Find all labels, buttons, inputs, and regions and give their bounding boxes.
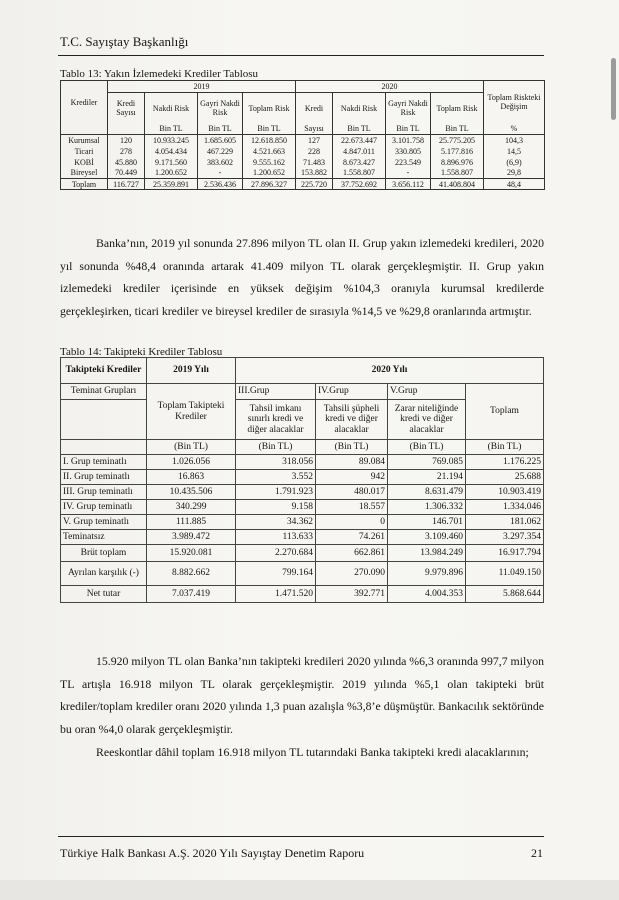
table-cell: 5.868.644 xyxy=(466,586,544,603)
table-row xyxy=(61,530,544,545)
table-cell: 9.171.560 xyxy=(145,157,198,168)
table-cell: 0 xyxy=(316,515,388,530)
unit-bintl: Bin TL xyxy=(145,124,198,135)
row-label: III. Grup teminatlı xyxy=(61,485,147,500)
paragraph-2 xyxy=(60,650,544,740)
th-2020-yili: 2020 Yılı xyxy=(236,358,544,384)
unit-pct: % xyxy=(484,124,545,135)
table-cell: 21.194 xyxy=(388,470,466,485)
table-cell: 89.084 xyxy=(316,455,388,470)
th-toplam: Toplam xyxy=(466,384,544,440)
row-label: Ayrılan karşılık (-) xyxy=(61,562,147,586)
table-cell: 228 xyxy=(296,146,333,157)
table-cell: 1.200.652 xyxy=(145,168,198,179)
table14-caption: Tablo 14: Takipteki Krediler Tablosu xyxy=(60,346,223,358)
table-cell: 1.685.605 xyxy=(198,135,243,146)
table-cell: 153.882 xyxy=(296,168,333,179)
table-yakin-izlemedeki-krediler xyxy=(60,80,545,190)
table-cell: 7.037.419 xyxy=(147,586,236,603)
table-cell: 27.896.327 xyxy=(243,179,296,190)
table-cell: 4.847.011 xyxy=(333,146,386,157)
table-cell: 16.917.794 xyxy=(466,545,544,562)
table-cell: 74.261 xyxy=(316,530,388,545)
table-cell: 113.633 xyxy=(236,530,316,545)
unit-bintl: Bin TL xyxy=(198,124,243,135)
table-cell: 146.701 xyxy=(388,515,466,530)
th-year-2020: 2020 xyxy=(296,81,484,93)
table-cell: - xyxy=(198,168,243,179)
th-teminat-gruplari: Teminat Grupları xyxy=(61,384,147,400)
th-toplam-risk-2020: Toplam Risk xyxy=(431,93,484,124)
unit-bintl: (Bin TL) xyxy=(236,440,316,455)
table-row xyxy=(61,515,544,530)
table-cell: 12.618.850 xyxy=(243,135,296,146)
paragraph-3 xyxy=(60,741,544,764)
paragraph-2-text: 15.920 milyon TL olan Banka’nın takipteki kredileri 2020 yılında %6,3 oranında 997,7 milyon TL artışla 16.918 milyon TL olarak gerçekleşmiştir. 2019 yılında %5,1 olan takipteki brüt krediler/toplam krediler oranı 2020 yılında 1,3 puan azalışla %3,8’e düşmüştür. Bankacılık sektöründe bu oran %4,0 olarak gerçekleşmiştir. xyxy=(60,654,544,736)
table-cell: 41.408.804 xyxy=(431,179,484,190)
table-cell: 71.483 xyxy=(296,157,333,168)
table-cell: 1.558.807 xyxy=(333,168,386,179)
table13-body xyxy=(61,135,545,190)
th-krediler: Krediler xyxy=(61,81,108,124)
table-row xyxy=(61,562,544,586)
table-row xyxy=(61,146,545,157)
table-cell: 1.176.225 xyxy=(466,455,544,470)
table-row xyxy=(61,179,545,190)
row-label: Teminatsız xyxy=(61,530,147,545)
table-row xyxy=(61,157,545,168)
th-nakdi-risk-2019: Nakdi Risk xyxy=(145,93,198,124)
table-cell: 3.297.354 xyxy=(466,530,544,545)
th-v-grup: V.Grup xyxy=(388,384,466,400)
page-number: 21 xyxy=(531,846,543,860)
row-label: Bireysel xyxy=(61,168,108,179)
row-label: Kurumsal xyxy=(61,135,108,146)
table-cell: 2.270.684 xyxy=(236,545,316,562)
table-cell: 1.334.046 xyxy=(466,500,544,515)
table-cell: 104,3 xyxy=(484,135,545,146)
row-label: IV. Grup teminatlı xyxy=(61,500,147,515)
unit-sayisi: Sayısı xyxy=(296,124,333,135)
table-cell: 120 xyxy=(108,135,145,146)
table-cell: 480.017 xyxy=(316,485,388,500)
table-cell: 8.882.662 xyxy=(147,562,236,586)
table-cell: 16.863 xyxy=(147,470,236,485)
table-cell: 4.521.663 xyxy=(243,146,296,157)
unit-bintl: Bin TL xyxy=(333,124,386,135)
row-label: II. Grup teminatlı xyxy=(61,470,147,485)
row-label: Ticari xyxy=(61,146,108,157)
table-cell: 330.805 xyxy=(386,146,431,157)
table-cell: - xyxy=(386,168,431,179)
table-cell: 3.109.460 xyxy=(388,530,466,545)
row-label: Brüt toplam xyxy=(61,545,147,562)
table-cell: 25.688 xyxy=(466,470,544,485)
bottom-edge xyxy=(0,880,619,900)
table-cell: 15.920.081 xyxy=(147,545,236,562)
unit-bintl: (Bin TL) xyxy=(147,440,236,455)
scrollbar-thumb[interactable] xyxy=(611,58,616,120)
table-cell: 11.049.150 xyxy=(466,562,544,586)
table-cell: 29,8 xyxy=(484,168,545,179)
table-cell: 10.435.506 xyxy=(147,485,236,500)
th-iv-grup: IV.Grup xyxy=(316,384,388,400)
unit-bintl: Bin TL xyxy=(431,124,484,135)
table-cell: 5.177.816 xyxy=(431,146,484,157)
table-cell: 9.158 xyxy=(236,500,316,515)
table-cell: 127 xyxy=(296,135,333,146)
th-toplam-takipteki: Toplam Takipteki Krediler xyxy=(147,384,236,440)
table-cell: 467.229 xyxy=(198,146,243,157)
table-cell: 34.362 xyxy=(236,515,316,530)
table-cell: 8.631.479 xyxy=(388,485,466,500)
table-row xyxy=(61,135,545,146)
table-cell: 2.536.436 xyxy=(198,179,243,190)
table-cell: 9.979.896 xyxy=(388,562,466,586)
table-cell: 662.861 xyxy=(316,545,388,562)
unit-bintl: (Bin TL) xyxy=(316,440,388,455)
th-iii-grup: III.Grup xyxy=(236,384,316,400)
table-cell: 3.989.472 xyxy=(147,530,236,545)
table-cell: 37.752.692 xyxy=(333,179,386,190)
table-cell: 10.903.419 xyxy=(466,485,544,500)
th-takipteki-krediler: Takipteki Krediler xyxy=(61,358,147,384)
table-row xyxy=(61,470,544,485)
footer-report-title: Türkiye Halk Bankası A.Ş. 2020 Yılı Sayıştay Denetim Raporu xyxy=(60,846,365,860)
table-cell: 942 xyxy=(316,470,388,485)
row-label: KOBİ xyxy=(61,157,108,168)
page-header: T.C. Sayıştay Başkanlığı xyxy=(60,34,189,49)
table-cell: 25.775.205 xyxy=(431,135,484,146)
table-cell: 181.062 xyxy=(466,515,544,530)
table-cell: 4.004.353 xyxy=(388,586,466,603)
paragraph-1-text: Banka’nın, 2019 yıl sonunda 27.896 milyon TL olan II. Grup yakın izlemedeki kredileri, 2020 yıl sonunda %48,4 oranında artarak 41.409 milyon TL olarak gerçekleşmiştir. II. Grup yakın izlemedeki krediler içerisinde en yüksek değişim %104,3 oranıyla kurumsal kredilerde gerçekleşirken, ticari krediler ve bireysel krediler de sırasıyla %14,5 ve %29,8 oranlarında artmıştır. xyxy=(60,236,544,318)
th-nakdi-risk-2020: Nakdi Risk xyxy=(333,93,386,124)
th-kredi-sayisi: Kredi Sayısı xyxy=(108,93,145,124)
table-cell: 1.791.923 xyxy=(236,485,316,500)
table-cell: 14,5 xyxy=(484,146,545,157)
table-cell: 1.200.652 xyxy=(243,168,296,179)
desc-iii-grup: Tahsil imkanı sınırlı kredi ve diğer alacaklar xyxy=(236,400,316,440)
unit-bintl: (Bin TL) xyxy=(466,440,544,455)
table-cell: 270.090 xyxy=(316,562,388,586)
table-cell: 111.885 xyxy=(147,515,236,530)
table-cell: 3.101.758 xyxy=(386,135,431,146)
th-gayri-nakdi-2020: Gayri Nakdi Risk xyxy=(386,93,431,124)
table-cell: 340.299 xyxy=(147,500,236,515)
table-takipteki-krediler xyxy=(60,357,544,603)
table-row xyxy=(61,168,545,179)
table-cell: 769.085 xyxy=(388,455,466,470)
th-year-2019: 2019 xyxy=(108,81,296,93)
unit-bintl: Bin TL xyxy=(243,124,296,135)
table-row xyxy=(61,485,544,500)
table-cell: 383.602 xyxy=(198,157,243,168)
table-cell: 8.673.427 xyxy=(333,157,386,168)
table-cell: 45.880 xyxy=(108,157,145,168)
table-cell: 1.471.520 xyxy=(236,586,316,603)
table13-caption: Tablo 13: Yakın İzlemedeki Krediler Tablosu xyxy=(60,68,259,80)
table-cell: 225.720 xyxy=(296,179,333,190)
table-cell: 8.896.976 xyxy=(431,157,484,168)
row-label: Net tutar xyxy=(61,586,147,603)
table14-body xyxy=(61,455,544,603)
table-cell: 22.673.447 xyxy=(333,135,386,146)
table-row xyxy=(61,455,544,470)
unit-bintl: (Bin TL) xyxy=(388,440,466,455)
th-gayri-nakdi-2019: Gayri Nakdi Risk xyxy=(198,93,243,124)
table-cell: 116.727 xyxy=(108,179,145,190)
row-label: Toplam xyxy=(61,179,108,190)
table-cell: 18.557 xyxy=(316,500,388,515)
table-cell: 25.359.891 xyxy=(145,179,198,190)
table-cell: 223.549 xyxy=(386,157,431,168)
th-toplam-risk-2019: Toplam Risk xyxy=(243,93,296,124)
table-cell: 278 xyxy=(108,146,145,157)
table-cell: 9.555.162 xyxy=(243,157,296,168)
table-cell: 10.933.245 xyxy=(145,135,198,146)
paragraph-3-text: Reeskontlar dâhil toplam 16.918 milyon TL tutarındaki Banka takipteki kredi alacaklarının; xyxy=(96,745,529,759)
table-row xyxy=(61,586,544,603)
table-cell: 392.771 xyxy=(316,586,388,603)
paragraph-1 xyxy=(60,232,544,322)
table-cell: 3.656.112 xyxy=(386,179,431,190)
desc-iv-grup: Tahsili şüpheli kredi ve diğer alacaklar xyxy=(316,400,388,440)
table-cell: 1.558.807 xyxy=(431,168,484,179)
th-kredi-2020: Kredi xyxy=(296,93,333,124)
footer-rule xyxy=(58,836,544,837)
table-cell: 70.449 xyxy=(108,168,145,179)
table-cell: 1.306.332 xyxy=(388,500,466,515)
unit-bintl: Bin TL xyxy=(386,124,431,135)
header-rule xyxy=(58,55,544,56)
desc-v-grup: Zarar niteliğinde kredi ve diğer alacaklar xyxy=(388,400,466,440)
table-cell: 4.054.434 xyxy=(145,146,198,157)
table-row xyxy=(61,500,544,515)
table-cell: 13.984.249 xyxy=(388,545,466,562)
table-cell: 3.552 xyxy=(236,470,316,485)
row-label: V. Grup teminatlı xyxy=(61,515,147,530)
table-cell: 799.164 xyxy=(236,562,316,586)
table-cell: 318.056 xyxy=(236,455,316,470)
th-2019-yili: 2019 Yılı xyxy=(147,358,236,384)
th-degisim: Toplam Riskteki Değişim xyxy=(484,81,545,124)
row-label: I. Grup teminatlı xyxy=(61,455,147,470)
table-cell: 48,4 xyxy=(484,179,545,190)
table-row xyxy=(61,545,544,562)
table-cell: (6,9) xyxy=(484,157,545,168)
table-cell: 1.026.056 xyxy=(147,455,236,470)
